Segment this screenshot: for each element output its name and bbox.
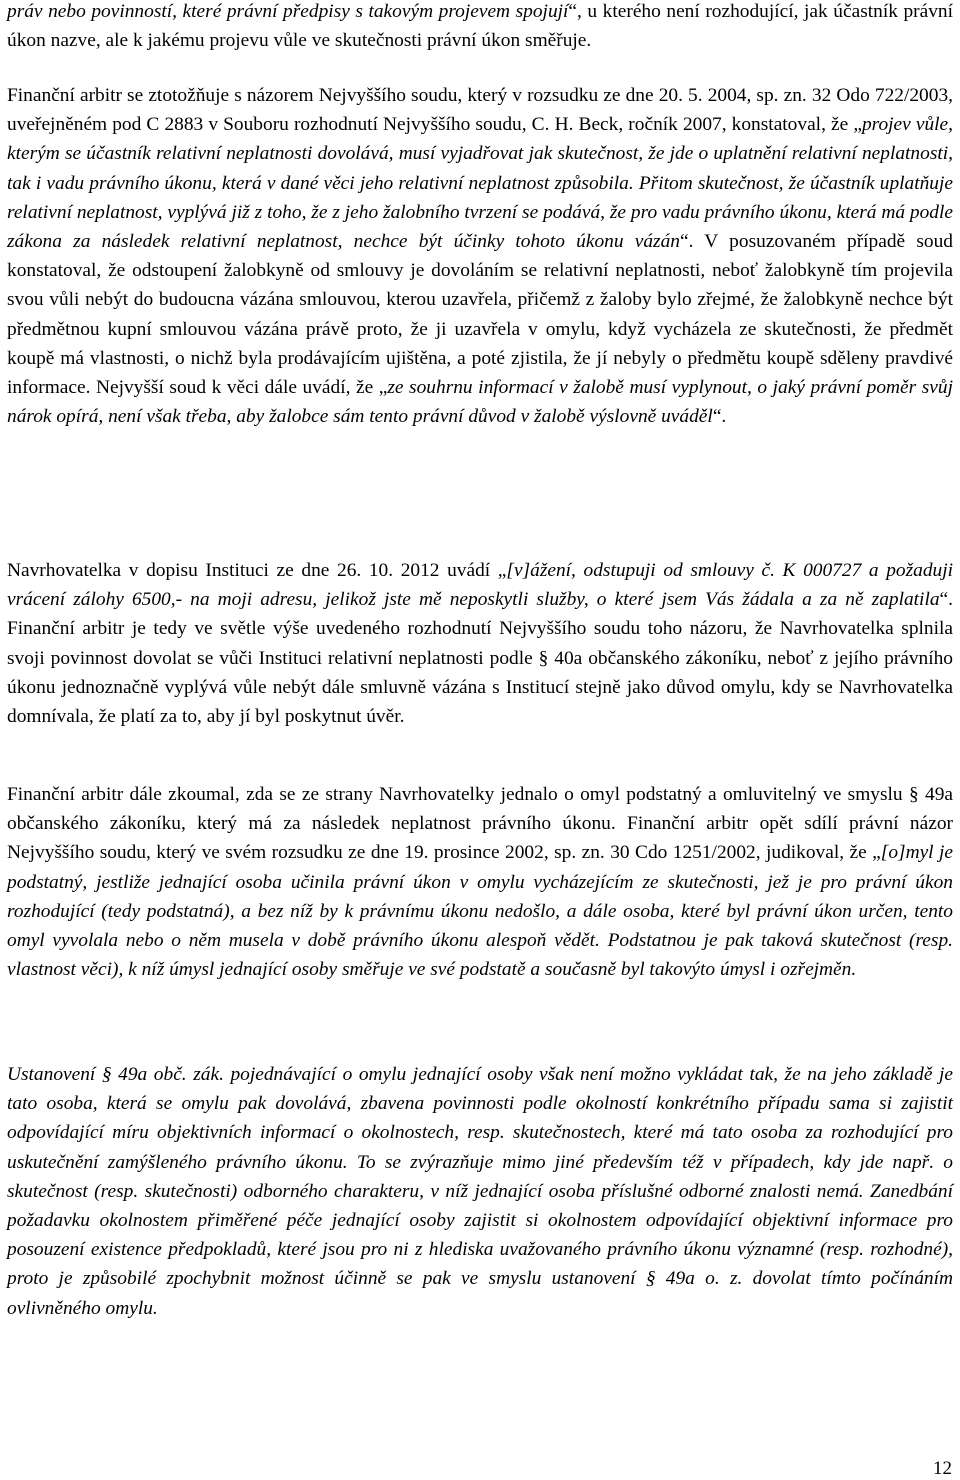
paragraph-text: Navrhovatelka v dopisu Instituci ze dne 26. 10. 2012 uvádí „ — [7, 560, 507, 581]
paragraph-1 — [7, 0, 953, 55]
quote-text: ze souhrnu informací v žalobě musí vyplynout, o jaký právní poměr svůj nárok opírá, není však třeba, aby žalobce sám tento právní důvod v žalobě výslovně uváděl — [7, 377, 953, 428]
quote-text: [o]myl je podstatný, jestliže jednající osoba učinila právní úkon v omylu vycházejícím ze skutečnosti, jež je pro právní úkon rozhodující (tedy podstatná), a bez níž by k právnímu úkonu nedošlo, a dále osoba, které byl právní úkon určen, tento omyl vyvolala nebo o něm musela v době právního úkonu alespoň vědět. Podstatnou je pak taková skutečnost (resp. vlastnost věci), k níž úmysl jednající osoby směřuje ve své podstatě a současně byl takovýto úmysl i ozřejměn. — [7, 842, 953, 981]
paragraph-4 — [7, 780, 953, 984]
paragraph-text: “. Finanční arbitr je tedy ve světle výše uvedeného rozhodnutí Nejvyššího soudu toho názoru, že Navrhovatelka splnila svoji povinnost dovolat se vůči Instituci relativní neplatnosti podle § 40a občanského zákoníku, neboť z jejího právního úkonu jednoznačně vyplývá vůle nebýt dále smluvně vázána s Institucí stejně jako důvod omylu, kdy se Navrhovatelka domnívala, že platí za to, aby jí byl poskytnut úvěr. — [7, 589, 953, 728]
paragraph-5 — [7, 1060, 953, 1323]
paragraph-text: “. — [712, 406, 727, 428]
paragraph-text: Finanční arbitr se ztotožňuje s názorem Nejvyššího soudu, který v rozsudku ze dne 20. 5. 2004, sp. zn. 32 Odo 722/2003, uveřejněném pod C 2883 v Souboru rozhodnutí Nejvyššího soudu, C. H. Beck, ročník 2007, konstatoval, že „ — [7, 85, 953, 136]
paragraph-text: “. V posuzovaném případě soud konstatoval, že odstoupení žalobkyně od smlouvy je dovoláním se relativní neplatnosti, neboť žalobkyně tím projevila svou vůli nebýt do budoucna vázána smlouvou, kterou uzavřela, přičemž z žaloby bylo zřejmé, že žalobkyně nechce být předmětnou kupní smlouvou vázána právě proto, že ji uzavřela v omylu, když vycházela ze skutečnosti, že předmět koupě má vlastnosti, o nichž byla prodávajícím ujištěna, a poté zjistila, že jí nebyly o předmětu koupě sděleny pravdivé informace. Nejvyšší soud k věci dále uvádí, že „ — [7, 231, 953, 399]
paragraph-text: Finanční arbitr dále zkoumal, zda se ze strany Navrhovatelky jednalo o omyl podstatný a omluvitelný ve smyslu § 49a občanského zákoníku, který má za následek neplatnost právního úkonu. Finanční arbitr opět sdílí právní názor Nejvyššího soudu, který ve svém rozsudku ze dne 19. prosince 2002, sp. zn. 30 Cdo 1251/2002, judikoval, že „ — [7, 784, 953, 864]
quote-text: Ustanovení § 49a obč. zák. pojednávající o omylu jednající osoby však není možno vykládat tak, že na jeho základě je tato osoba, která se omylu pak dovolává, zbavena povinnosti podle okolností konkrétního případu sama si zajistit odpovídající míru objektivních informací o okolnostech, resp. skutečnostech, které má tato osoba za rozhodující pro uskutečnění zamýšleného právního úkonu. To se zvýrazňuje mimo jiné především též v případech, kdy jde např. o skutečnost (resp. skutečnosti) odborného charakteru, v níž jednající osoba příslušné odborné znalosti nemá. Zanedbání požadavku okolnostem přiměřené péče jednající osoby zajistit si okolnostem odpovídající objektivní informace pro posouzení existence předpokladů, které jsou pro ni z hlediska uvažovaného právního úkonu významné (resp. rozhodné), proto je způsobilé zpochybnit možnost účinně se pak ve smyslu ustanovení § 49a o. z. dovolat tímto počínáním ovlivněného omylu. — [7, 1064, 953, 1319]
paragraph-2 — [7, 81, 953, 431]
quote-text: [v]ážení, odstupuji od smlouvy č. K 000727 a požaduji vrácení zálohy 6500,- na moji adresu, jelikož jste mě neposkytli služby, o které jsem Vás žádala a za ně zaplatila — [7, 560, 953, 611]
quote-text: projev vůle, kterým se účastník relativní neplatnosti dovolává, musí vyjadřovat jak skutečnost, že jde o uplatnění relativní neplatnosti, tak i vadu právního úkonu, která v dané věci jeho relativní neplatnost způsobila. — [7, 114, 953, 194]
paragraph-text: “, u kterého není rozhodující, jak účastník právní úkon nazve, ale k jakému projevu vůle ve skutečnosti právní úkon směřuje. — [7, 1, 953, 52]
page-number: 12 — [933, 1458, 952, 1479]
quote-text: Přitom skutečnost, že účastník uplatňuje relativní neplatnost, vyplývá již z toho, že z jeho žalobního tvrzení se podává, že pro vadu právního úkonu, která má podle zákona za následek relativní neplatnost, nechce být účinky tohoto úkonu vázán — [7, 172, 953, 253]
quote-text: práv nebo povinností, které právní předpisy s takovým projevem spojují — [7, 1, 569, 22]
paragraph-3 — [7, 556, 953, 731]
